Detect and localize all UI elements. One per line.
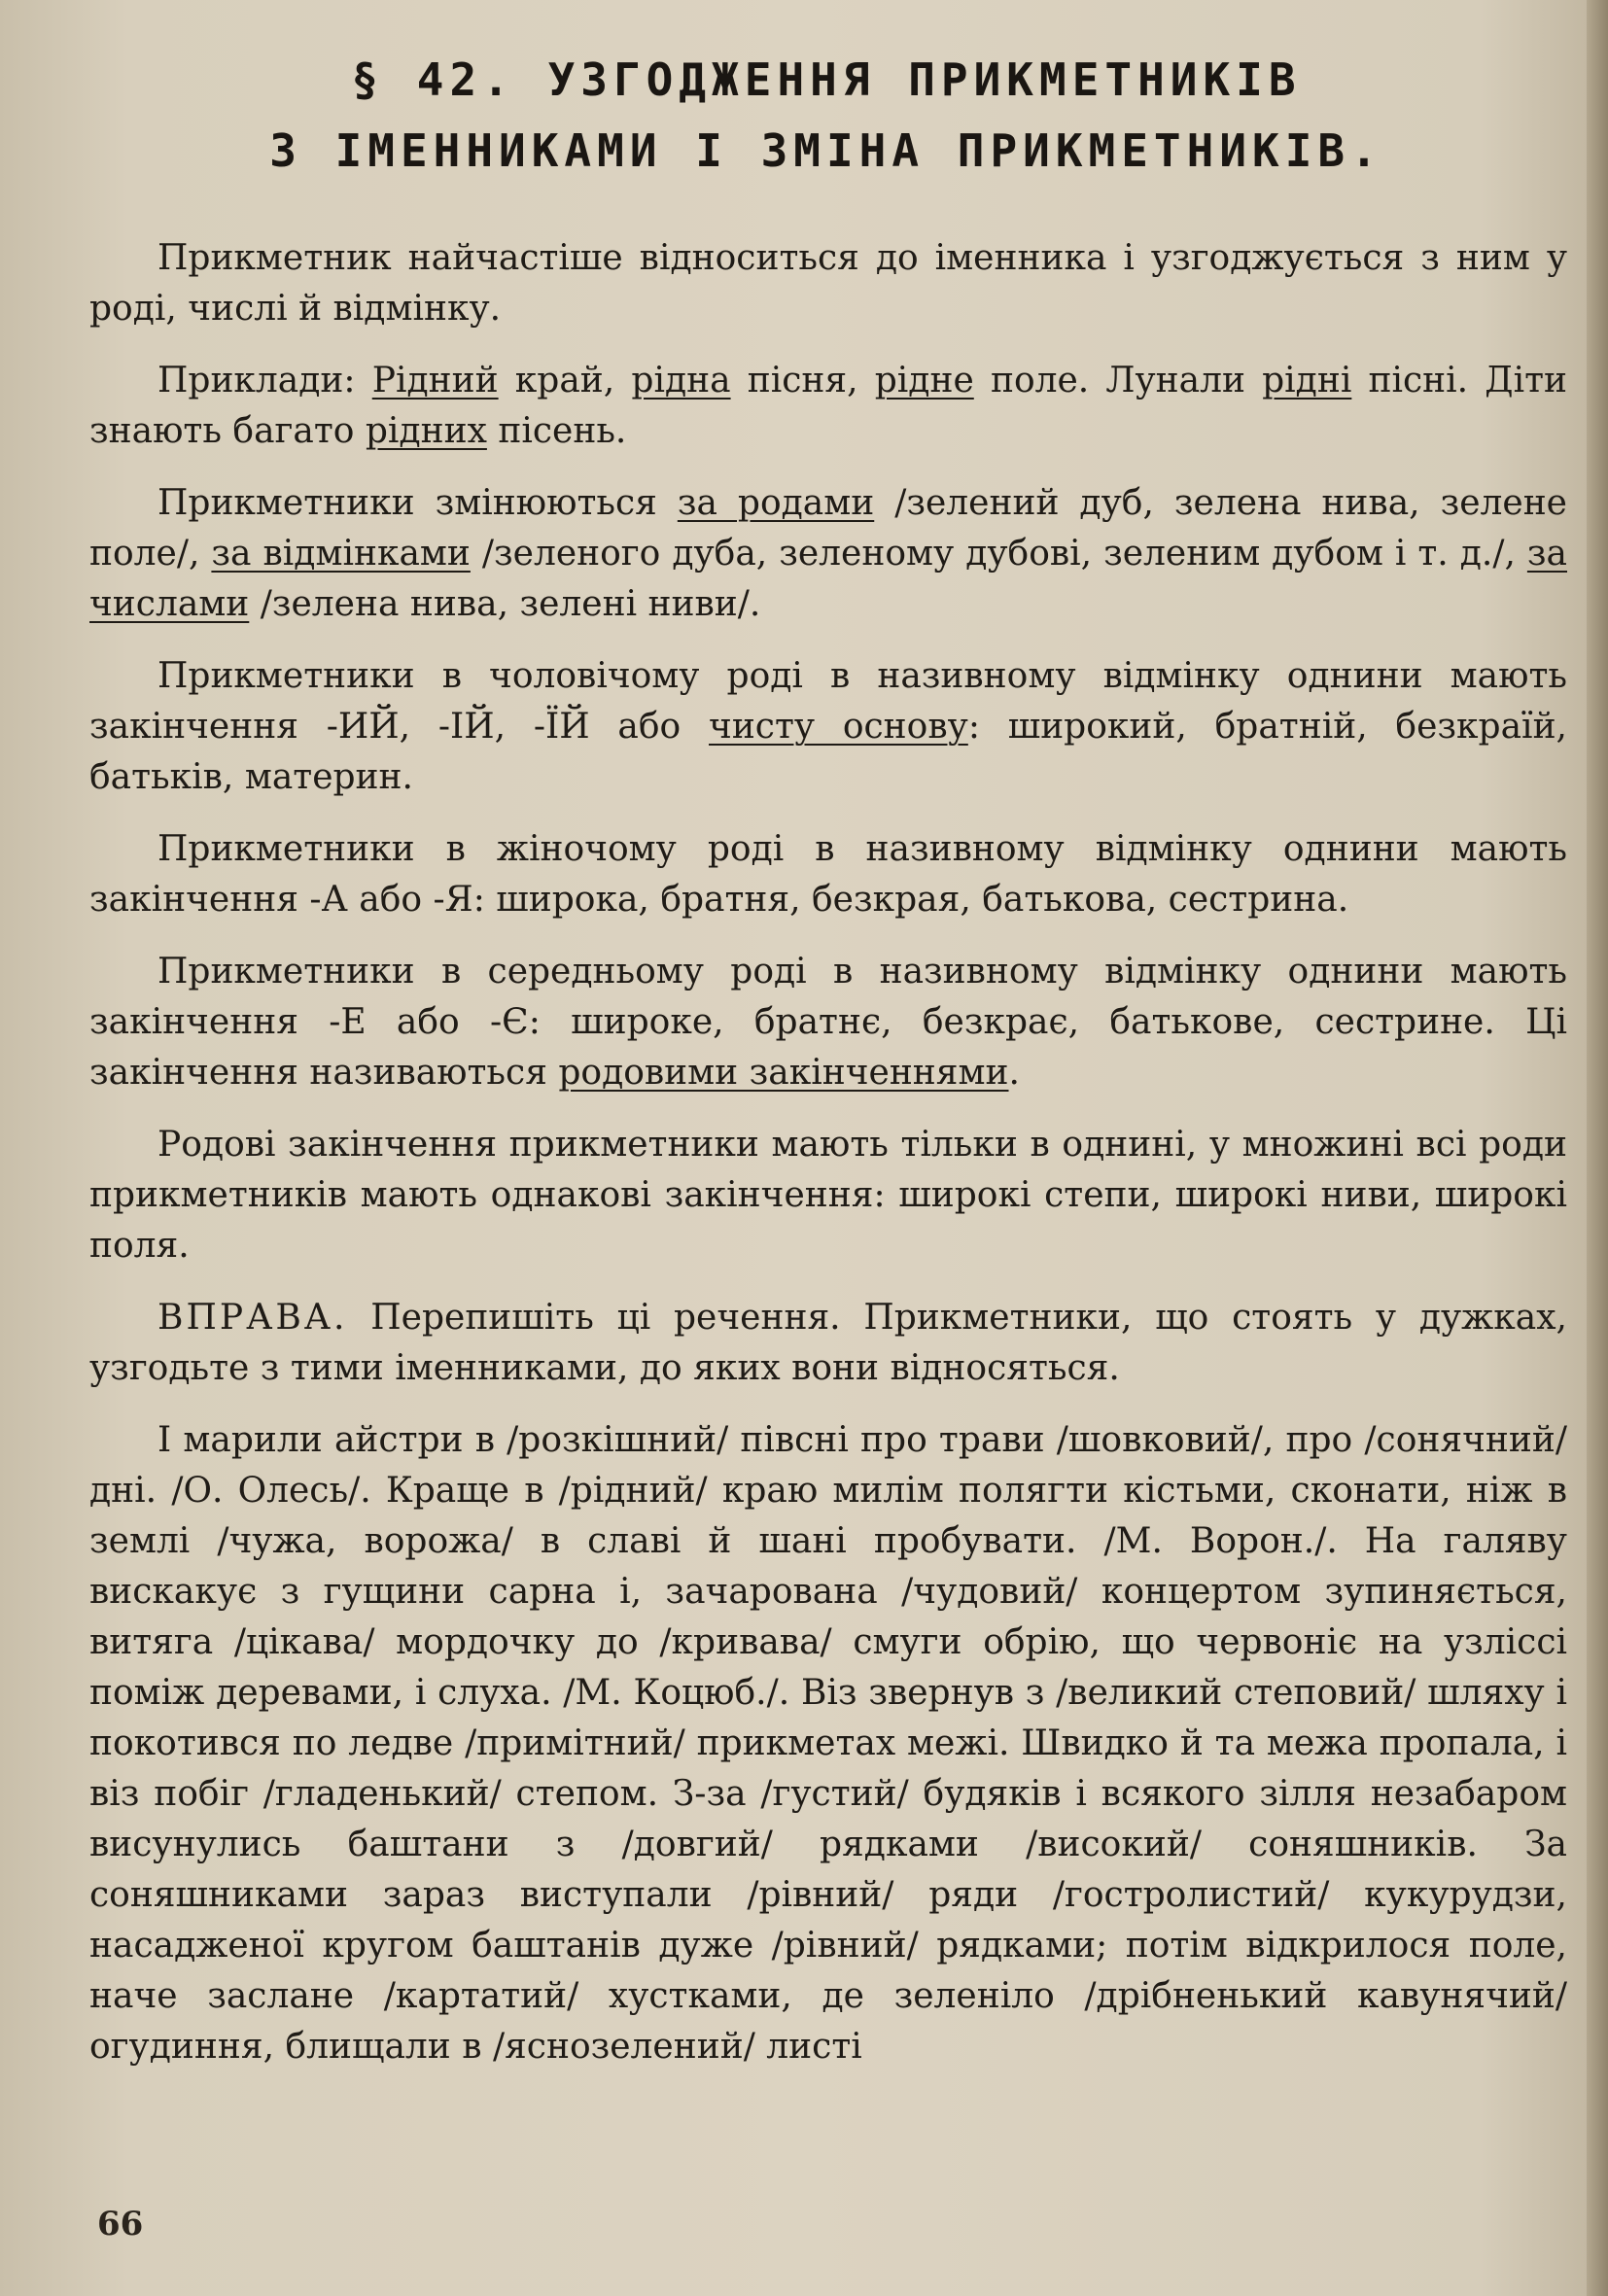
- text-run: : широкий, братній, безкраїй, батьків, материн.: [89, 707, 1568, 797]
- text-run: Перепишіть ці речення. Прикметники, що стоять у дужках, узгодьте з тими іменниками, до яких вони відносяться.: [89, 1298, 1567, 1388]
- paragraph-masculine: [89, 651, 1567, 803]
- page-body: [89, 233, 1567, 2094]
- section-title-line-2: З ІМЕННИКАМИ І ЗМІНА ПРИКМЕТНИКІВ.: [269, 124, 1383, 177]
- underlined-phrase: чисту основу: [709, 707, 968, 747]
- text-run: /зеленого дуба, зеленому дубові, зеленим дубом і т. д./,: [470, 534, 1527, 574]
- page-edge: [1587, 0, 1608, 2296]
- text-run: Прикметники в середньому роді в називному відмінку однини мають закінчення -Е або -Є: широке, братнє, безкрає, батькове, сестрине. Ці закінчення називаються: [89, 952, 1567, 1093]
- text-run: пісень.: [486, 411, 627, 451]
- text-run: .: [1008, 1053, 1020, 1093]
- paragraph-feminine: Прикметники в жіночому роді в називному відмінку однини мають закінчення -А або -Я: широка, братня, безкрая, батькова, сестрина.: [89, 829, 1567, 920]
- paragraph-plural: Родові закінчення прикметники мають тільки в однині, у множині всі роди прикметників мають однакові закінчення: широкі степи, широкі ниви, широкі поля.: [89, 1125, 1567, 1266]
- underlined-phrase: за відмінками: [211, 534, 471, 574]
- underlined-word: рідних: [365, 411, 487, 451]
- paragraph-intro: Прикметник найчастіше відноситься до іменника і узгоджується з ним у роді, числі й відмінку.: [89, 238, 1567, 329]
- underlined-word: рідні: [1262, 361, 1352, 400]
- paragraph-neuter: [89, 947, 1567, 1098]
- text-run: /зелена нива, зелені ниви/.: [249, 584, 761, 624]
- underlined-word: Рідний: [371, 361, 499, 400]
- paragraph-exercise-instruction: [89, 1293, 1567, 1394]
- section-title-line-1: § 42. УЗГОДЖЕННЯ ПРИКМЕТНИКІВ: [351, 53, 1302, 106]
- underlined-word: рідна: [631, 361, 731, 400]
- text-run: /зелений дуб, зелена нива, зелене поле/,: [89, 483, 1567, 574]
- text-run: край,: [498, 361, 632, 400]
- text-run: пісня,: [730, 361, 875, 400]
- underlined-phrase: за числами: [89, 534, 1567, 624]
- text-run: Приклади:: [157, 361, 372, 400]
- paragraph-examples: [89, 356, 1567, 457]
- exercise-label: ВПРАВА.: [157, 1298, 348, 1338]
- paragraph-changes: [89, 478, 1567, 630]
- text-run: Прикметники в чоловічому роді в називному відмінку однини мають закінчення -ИЙ, -ІЙ, -ЇЙ або: [89, 656, 1567, 747]
- underlined-phrase: родовими закінченнями: [558, 1053, 1009, 1093]
- text-run: Прикметники змінюються: [157, 483, 678, 523]
- text-run: пісні. Діти знають багато: [89, 361, 1567, 451]
- paragraph-exercise-text: І марили айстри в /розкішний/ півсні про трави /шовковий/, про /сонячний/ дні. /О. Олесь/. Краще в /рідний/ краю милім полягти кістьми, сконати, ніж в землі /чужа, ворожа/ в славі й шані пробувати. /М. Ворон./. На галяву вискакує з гущини сарна і, зачарована /чудовий/ концертом зупиняється, витяга /цікава/ мордочку до /кривава/ смуги обрію, що червоніє на узліссі поміж деревами, і слуха. /М. Коцюб./. Віз звернув з /великий степовий/ шляху і покотився по ледве /примітний/ прикметах межі. Швидко й та межа пропала, і віз побіг /гладенький/ степом. З-за /густий/ будяків і всякого зілля незабаром висунулись баштани з /довгий/ рядками /високий/ соняшників. За соняшниками зараз виступали /рівний/ ряди /гостролистий/ кукурудзи, насадженої кругом баштанів дуже /рівний/ рядками; потім відкрилося поле, наче заслане /картатий/ хустками, де зеленіло /дрібненький кавунячий/ огудиння, блищали в /яснозелений/ листі: [89, 1420, 1567, 2067]
- page-number: 66: [97, 2205, 144, 2244]
- text-run: поле. Лунали: [973, 361, 1263, 400]
- underlined-phrase: за родами: [677, 483, 875, 523]
- underlined-word: рідне: [874, 361, 974, 400]
